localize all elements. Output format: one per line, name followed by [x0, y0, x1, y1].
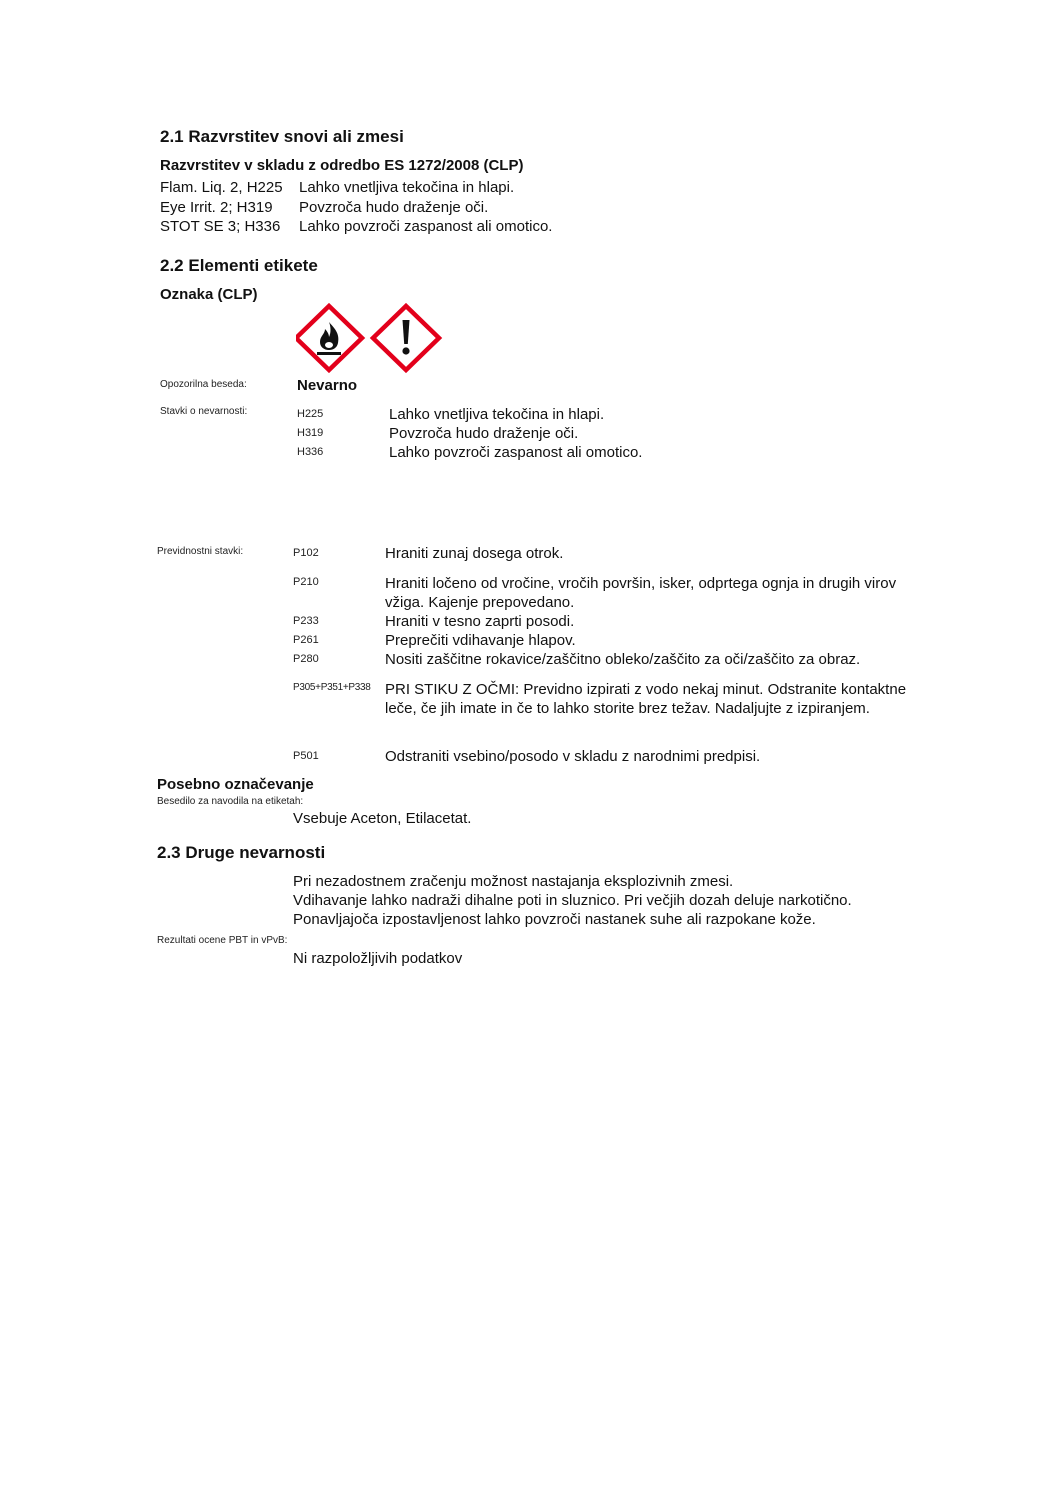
precaution-text: Hraniti v tesno zaprti posodi.: [385, 613, 575, 630]
section-2-1-title: 2.1 Razvrstitev snovi ali zmesi: [160, 127, 404, 146]
precaution-code: P280: [293, 653, 319, 665]
classification-code: Eye Irrit. 2; H319: [160, 199, 273, 216]
classification-subtitle: Razvrstitev v skladu z odredbo ES 1272/2008 (CLP): [160, 157, 524, 174]
classification-text: Lahko povzroči zaspanost ali omotico.: [299, 218, 553, 235]
precaution-text: Nositi zaščitne rokavice/zaščitno obleko/zaščito za oči/zaščito za obraz.: [385, 651, 861, 668]
special-labelling-text: Vsebuje Aceton, Etilacetat.: [293, 810, 472, 827]
classification-code: Flam. Liq. 2, H225: [160, 179, 283, 196]
hazard-code: H225: [297, 408, 324, 420]
section-2-2-title: 2.2 Elementi etikete: [160, 256, 318, 275]
hazard-code: H336: [297, 446, 324, 458]
precaution-text: Odstraniti vsebino/posodo v skladu z narodnimi predpisi.: [385, 748, 761, 765]
signal-word-label: Opozorilna beseda:: [160, 379, 247, 390]
classification-text: Lahko vnetljiva tekočina in hlapi.: [299, 179, 515, 196]
precautionary-statements-label: Previdnostni stavki:: [157, 546, 244, 557]
other-hazard-line: Pri nezadostnem zračenju možnost nastajanja eksplozivnih zmesi.: [293, 873, 734, 890]
hazard-statements-label: Stavki o nevarnosti:: [160, 406, 248, 417]
precaution-code: P501: [293, 750, 319, 762]
flame-pictogram-icon: [296, 306, 362, 370]
hazard-code: H319: [297, 427, 324, 439]
precaution-text: Preprečiti vdihavanje hlapov.: [385, 632, 576, 649]
precaution-text: Hraniti ločeno od vročine, vročih površin, isker, odprtega ognja in drugih virov vžiga. Kajenje prepovedano.: [385, 575, 897, 611]
pbt-text: Ni razpoložljivih podatkov: [293, 950, 463, 967]
other-hazard-line: Ponavljajoča izpostavljenost lahko povzroči nastanek suhe ali razpokane kože.: [293, 911, 816, 928]
precaution-code: P210: [293, 576, 319, 588]
precaution-code: P102: [293, 547, 319, 559]
pbt-label: Rezultati ocene PBT in vPvB:: [157, 935, 288, 946]
hazard-text: Lahko vnetljiva tekočina in hlapi.: [389, 406, 605, 423]
hazard-text: Lahko povzroči zaspanost ali omotico.: [389, 444, 643, 461]
label-subtitle: Oznaka (CLP): [160, 286, 258, 303]
signal-word: Nevarno: [297, 377, 358, 394]
special-labelling-label: Besedilo za navodila na etiketah:: [157, 796, 304, 807]
exclamation-pictogram-icon: [373, 306, 439, 370]
precaution-text: PRI STIKU Z OČMI: Previdno izpirati z vodo nekaj minut. Odstranite kontaktne leče, če jih imate in če to lahko storite brez težav. Nadaljujte z izpiranjem.: [385, 681, 907, 717]
precaution-code: P233: [293, 615, 319, 627]
hazard-text: Povzroča hudo draženje oči.: [389, 425, 579, 442]
other-hazard-line: Vdihavanje lahko nadraži dihalne poti in sluznico. Pri večjih dozah deluje narkotično.: [293, 892, 852, 909]
section-2-3-title: 2.3 Druge nevarnosti: [157, 843, 326, 862]
precaution-code: P305+P351+P338: [293, 682, 371, 693]
classification-code: STOT SE 3; H336: [160, 218, 281, 235]
precaution-text: Hraniti zunaj dosega otrok.: [385, 545, 564, 562]
ghs-pictograms: [296, 303, 446, 373]
special-labelling-title: Posebno označevanje: [157, 776, 314, 793]
classification-text: Povzroča hudo draženje oči.: [299, 199, 489, 216]
precaution-code: P261: [293, 634, 319, 646]
